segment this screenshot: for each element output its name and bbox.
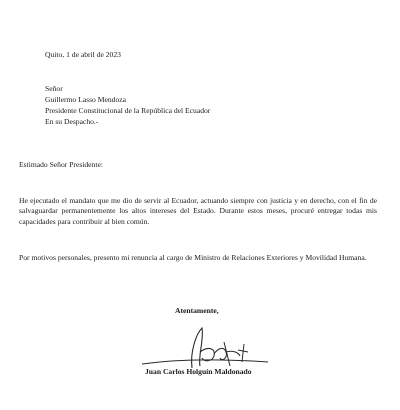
recipient-location: En su Despacho.- [45,117,99,126]
signature-image [140,322,270,372]
recipient-name: Guillermo Lasso Mendoza [45,95,126,104]
greeting: Estimado Señor Presidente: [19,160,103,169]
closing: Atentamente, [175,306,219,315]
place-date: Quito, 1 de abril de 2023 [45,50,121,59]
recipient-position: Presidente Constitucional de la República del Ecuador [45,106,211,115]
body-paragraph-2: Por motivos personales, presento mi renuncia al cargo de Ministro de Relaciones Exteriores y Movilidad Humana. [19,253,367,262]
recipient-title: Señor [45,84,63,93]
signer-name: Juan Carlos Holguín Maldonado [145,367,252,376]
body-paragraph-1: He ejecutado el mandato que me dio de servir al Ecuador, actuando siempre con justicia y en derecho, con el fin de salvaguardar permanentemente los altos intereses del Estado. Durante estos meses, procuré entregar todas mis capacidades para contribuir al bien común. [19,196,377,226]
